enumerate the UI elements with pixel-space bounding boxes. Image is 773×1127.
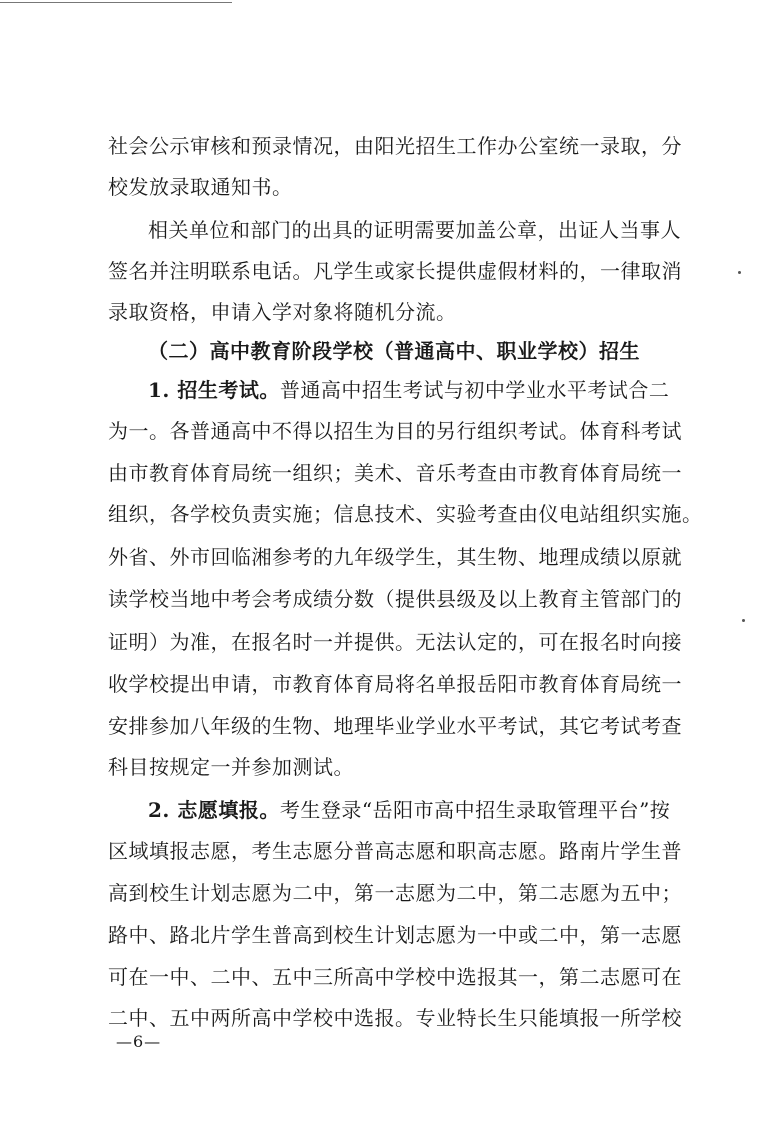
text-line: 可在一中、二中、五中三所高中学校中选报其一，第二志愿可在 (108, 965, 682, 989)
page-number: —6— (116, 1032, 162, 1051)
text-line (148, 375, 688, 405)
text-line: 读学校当地中考会考成绩分数（提供县级及以上教育主管部门的 (108, 587, 682, 611)
item-title: 2. 志愿填报。 (148, 798, 280, 822)
text-line: 由市教育体育局统一组织；美术、音乐考查由市教育体育局统一 (108, 461, 682, 485)
text-line: 签名并注明联系电话。凡学生或家长提供虚假材料的，一律取消 (108, 259, 682, 283)
text-line: 为一。各普通高中不得以招生为目的另行组织考试。体育科考试 (108, 419, 682, 443)
text-line: 校发放录取通知书。 (108, 175, 293, 199)
top-border-line (0, 2, 232, 3)
section-heading: （二）高中教育阶段学校（普通高中、职业学校）招生 (148, 339, 640, 363)
item-title: 1. 招生考试。 (148, 378, 280, 402)
text-line: 录取资格，申请入学对象将随机分流。 (108, 300, 457, 324)
text-line: 证明）为准，在报名时一并提供。无法认定的，可在报名时向接 (108, 630, 682, 654)
text-line: 二中、五中两所高中学校中选报。专业特长生只能填报一所学校 (108, 1006, 682, 1030)
text-line: 区域填报志愿，考生志愿分普高志愿和职高志愿。路南片学生普 (108, 839, 682, 863)
item-text: 考生登录“岳阳市高中招生录取管理平台”按 (279, 798, 671, 822)
text-line: 高到校生计划志愿为二中，第一志愿为二中，第二志愿为五中； (108, 881, 682, 905)
text-line: 社会公示审核和预录情况，由阳光招生工作办公室统一录取，分 (108, 134, 682, 158)
scan-speck (738, 271, 741, 274)
item-text: 普通高中招生考试与初中学业水平考试合二 (279, 378, 670, 402)
text-line: 收学校提出申请，市教育体育局将名单报岳阳市教育体育局统一 (108, 672, 682, 696)
text-line: 组织，各学校负责实施；信息技术、实验考查由仪电站组织实施。 (108, 502, 703, 526)
text-line: 外省、外市回临湘参考的九年级学生，其生物、地理成绩以原就 (108, 545, 682, 569)
scan-speck (742, 619, 745, 622)
text-line (148, 795, 688, 825)
text-line: 安排参加八年级的生物、地理毕业学业水平考试，其它考试考查 (108, 714, 682, 738)
text-line: 路中、路北片学生普高到校生计划志愿为一中或二中，第一志愿 (108, 923, 682, 947)
text-line: 科目按规定一并参加测试。 (108, 755, 354, 779)
text-line: 相关单位和部门的出具的证明需要加盖公章，出证人当事人 (148, 218, 681, 242)
